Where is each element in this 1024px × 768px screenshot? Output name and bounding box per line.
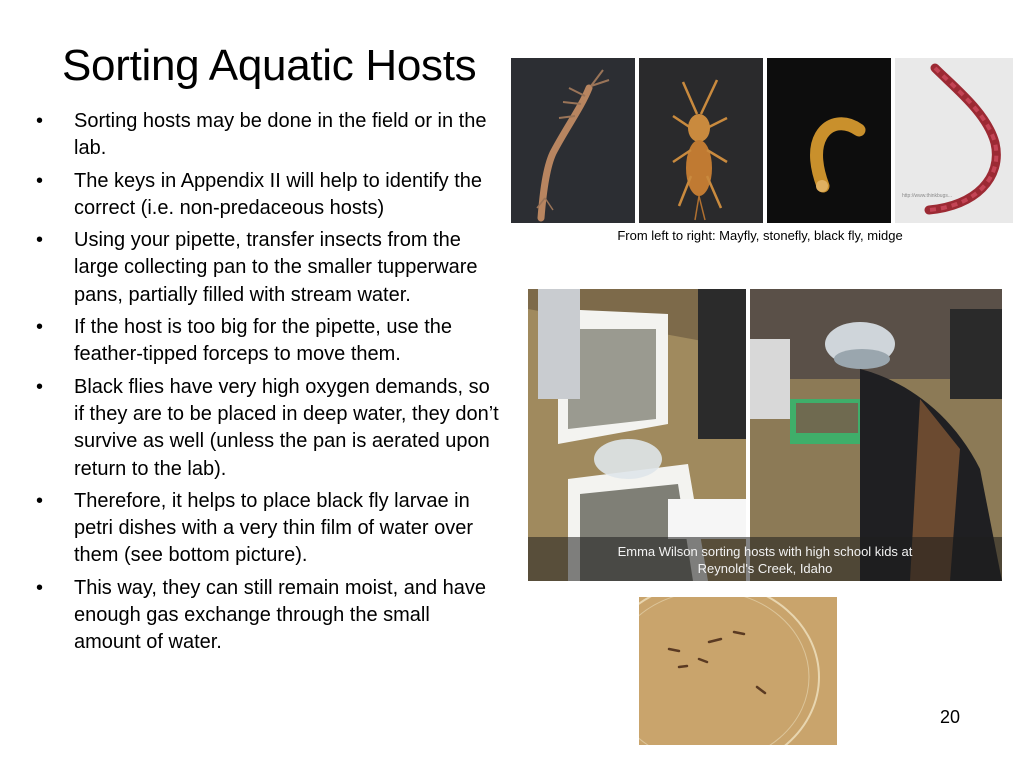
bullet-item <box>30 488 500 570</box>
bullet-text: The keys in Appendix II will help to identify the correct (i.e. non-predaceous hosts) <box>74 169 483 219</box>
group-caption-line2: Reynold's Creek, Idaho <box>697 561 833 576</box>
bullet-item <box>30 374 500 483</box>
slide-number: 20 <box>940 707 961 727</box>
bullet-item <box>30 108 500 163</box>
slide-title: Sorting Aquatic Hosts <box>62 41 477 90</box>
bullet-marker: • <box>36 576 44 599</box>
photo-credit: http://www.thinkbugs... <box>902 193 953 199</box>
bullet-text: Using your pipette, transfer insects from the large collecting pan to the smaller tupperware pans, partially filled with stream water. <box>74 229 478 306</box>
bullet-item <box>30 227 500 309</box>
stonefly-photo <box>639 58 763 223</box>
bullet-text: If the host is too big for the pipette, use the feather-tipped forceps to move them. <box>74 316 453 366</box>
bullet-marker: • <box>36 375 44 398</box>
bullet-text: Sorting hosts may be done in the field or in the lab. <box>74 110 487 160</box>
bullet-marker: • <box>36 110 44 132</box>
bullet-item <box>30 314 500 369</box>
bullet-marker: • <box>36 489 44 512</box>
bullet-marker: • <box>36 316 44 339</box>
bullet-item <box>30 168 500 223</box>
petri-dish-photo <box>639 597 837 745</box>
bullet-text: This way, they can still remain moist, and have enough gas exchange through the small amount of water. <box>74 576 487 654</box>
bullet-text: Therefore, it helps to place black fly larvae in petri dishes with a very thin film of water over them (see bottom picture). <box>74 489 474 567</box>
bullet-text: Black flies have very high oxygen demands, so if they are to be placed in deep water, they don’t survive as well (unless the pan is aerated upon return to the lab). <box>74 375 499 480</box>
bullet-item <box>30 575 500 657</box>
mayfly-photo <box>511 58 635 223</box>
insect-strip-caption: From left to right: Mayfly, stonefly, black fly, midge <box>617 228 903 243</box>
bullet-marker: • <box>36 229 44 252</box>
group-caption-line1: Emma Wilson sorting hosts with high school kids at <box>617 544 913 559</box>
bullet-list <box>30 108 500 662</box>
bullet-marker: • <box>36 169 44 192</box>
group-photo-caption <box>528 537 1002 581</box>
blackfly-photo <box>767 58 891 223</box>
